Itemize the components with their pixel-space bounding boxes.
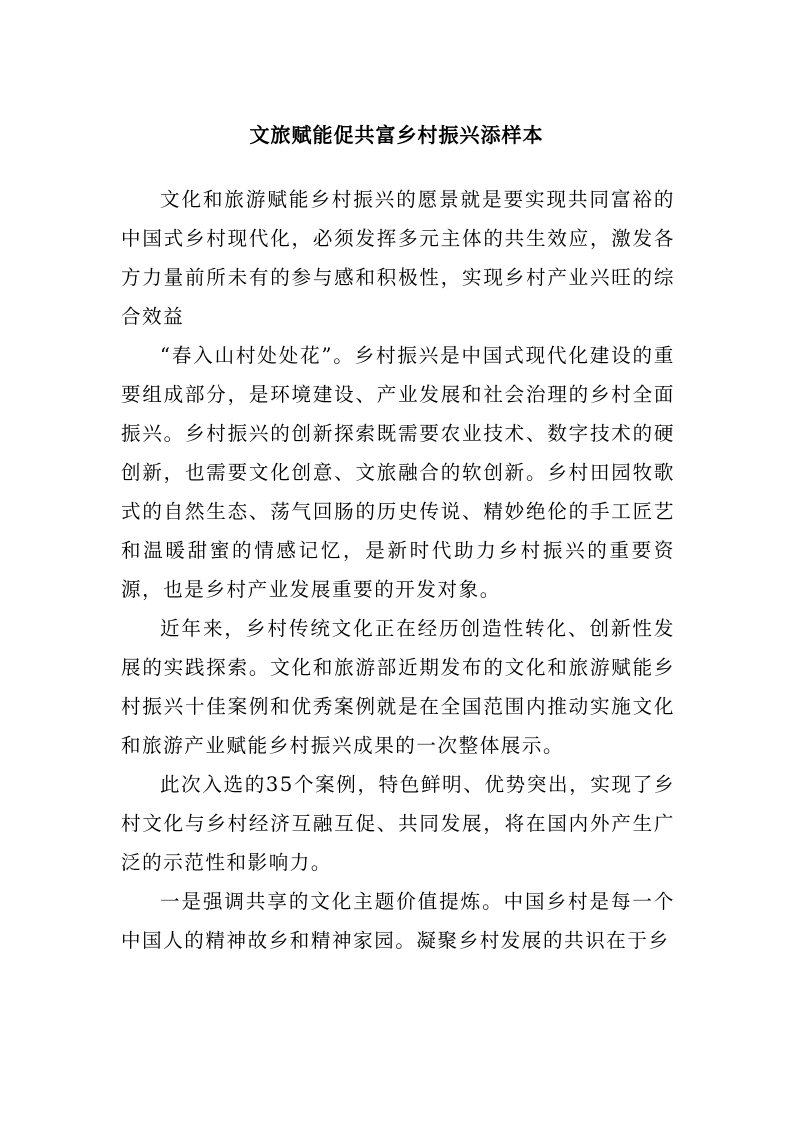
body-paragraph: 文化和旅游赋能乡村振兴的愿景就是要实现共同富裕的中国式乡村现代化，必须发挥多元主体的共生效应，激发各方力量前所未有的参与感和积极性，实现乡村产业兴旺的综合效益	[121, 188, 675, 328]
body-paragraph: 此次入选的35个案例，特色鲜明、优势突出，实现了乡村文化与乡村经济互融互促、共同发展，将在国内外产生广泛的示范性和影响力。	[121, 773, 675, 874]
body-paragraph: 近年来，乡村传统文化正在经历创造性转化、创新性发展的实践探索。文化和旅游部近期发布的文化和旅游赋能乡村振兴十佳案例和优秀案例就是在全国范围内推动实施文化和旅游产业赋能乡村振兴成果的一次整体展示。	[121, 617, 675, 757]
document-body	[121, 180, 675, 960]
document-title: 文旅赋能促共富乡村振兴添样本	[249, 123, 544, 147]
body-paragraph: 一是强调共享的文化主题价值提炼。中国乡村是每一个中国人的精神故乡和精神家园。凝聚乡村发展的共识在于乡	[121, 890, 675, 952]
body-paragraph: “春入山村处处花”。乡村振兴是中国式现代化建设的重要组成部分，是环境建设、产业发展和社会治理的乡村全面振兴。乡村振兴的创新探索既需要农业技术、数字技术的硬创新，也需要文化创意、文旅融合的软创新。乡村田园牧歌式的自然生态、荡气回肠的历史传说、精妙绝伦的手工匠艺和温暖甜蜜的情感记忆，是新时代助力乡村振兴的重要资源，也是乡村产业发展重要的开发对象。	[121, 344, 675, 601]
